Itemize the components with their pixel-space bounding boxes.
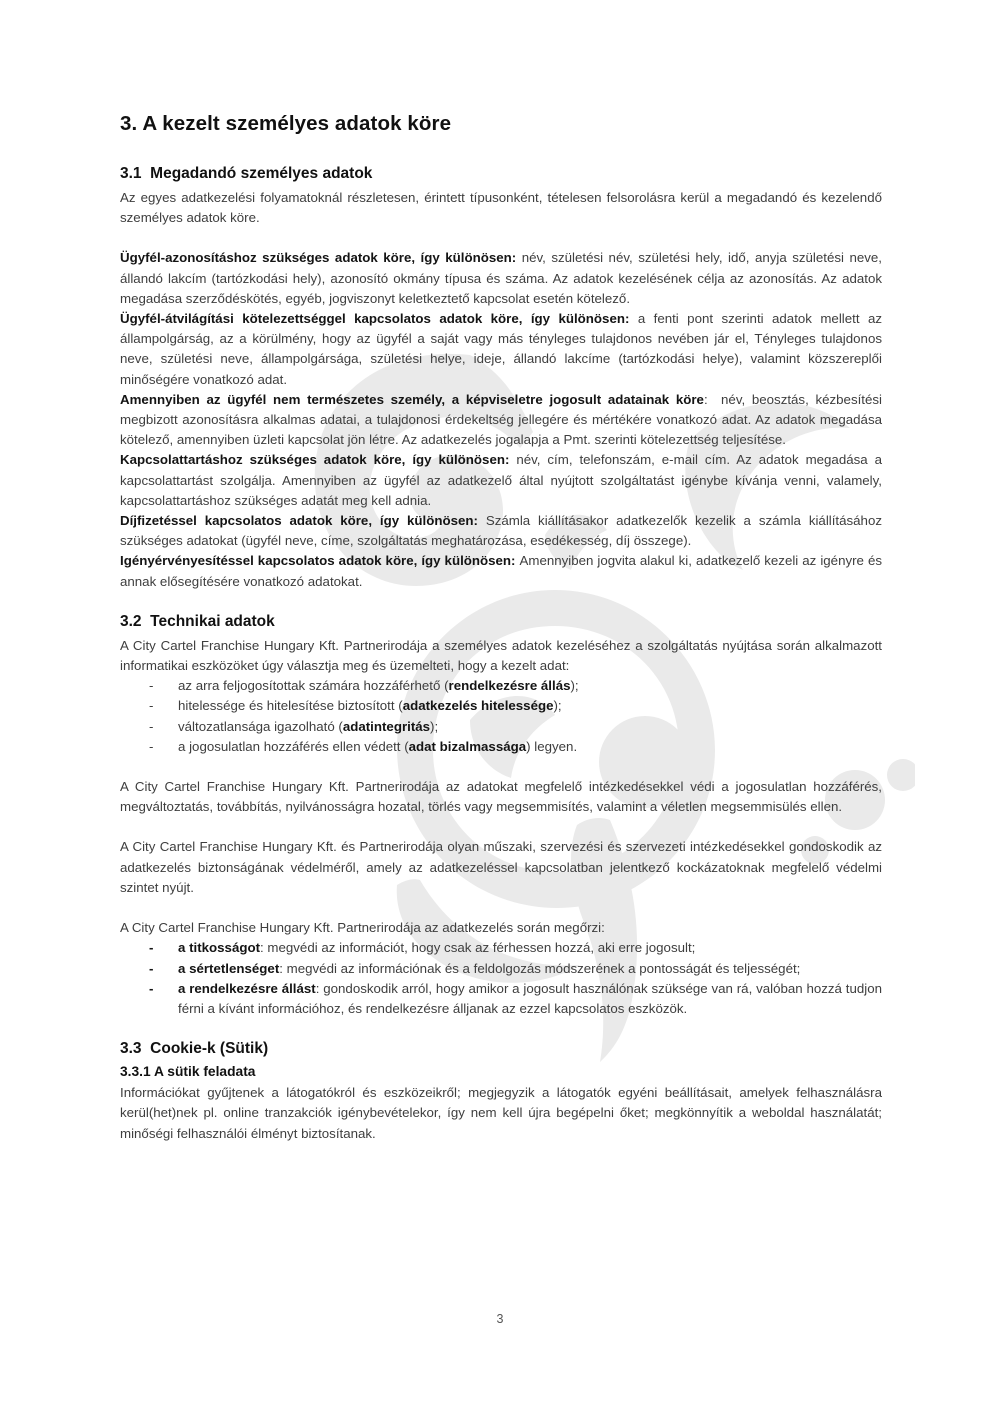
- list-item-text: [178, 676, 882, 696]
- bold-text-run: a titkosságot: [178, 940, 261, 956]
- text-run: a fenti pont szerinti adatok mellett az állampolgárság, az a körülmény, hogy az ügyfél a saját vagy más tényleges tulajdonos nevében jár el, Tényleges tulajdonos neve, születési neve, állampolgársága, születési helye, ideje, állandó lakcíme (tartózkodási helye), valamint közszereplői minőségére vonatkozó adat.: [120, 311, 882, 387]
- bold-text-run: adat bizalmassága: [408, 738, 527, 754]
- bold-text-run: a sértetlenséget: [178, 960, 280, 976]
- text-run: A City Cartel Franchise Hungary Kft. Partnerirodája az adatkezelés során megőrzi:: [120, 920, 605, 936]
- text-run: ) legyen.: [526, 738, 578, 754]
- list-item-rendelkezesre-allas: [120, 676, 882, 696]
- paragraph-ugyfel-atvilagitas: [120, 309, 882, 390]
- bullet-marker: -: [149, 678, 154, 694]
- bold-text-run: adatkezelés hitelessége: [402, 698, 554, 714]
- text-run: Információkat gyűjtenek a látogatókról és eszközeikről; megjegyzik a látogatók egyéni beállításait, amelyek felhasználásra kerül(het)nek pl. online tranzakciók igénybevételekor, így nem kell újra begépelni őket; megkönnyítik a weboldal használatát; minőségi felhasználói élményt biztosítanak.: [120, 1085, 882, 1141]
- paragraph-gap: [120, 228, 882, 248]
- bold-text-run: Ügyfél-azonosításhoz szükséges adatok köre, így különösen:: [120, 250, 522, 266]
- text-run: az arra feljogosítottak számára hozzáférhető (: [178, 678, 449, 694]
- paragraph-vedelem: [120, 777, 882, 817]
- bold-text-run: Kapcsolattartáshoz szükséges adatok köre, így különösen:: [120, 452, 517, 468]
- list-item-text: [178, 979, 882, 1019]
- text-run: );: [570, 678, 579, 694]
- paragraph-3-1-intro: [120, 188, 882, 228]
- bullet-marker: -: [149, 960, 154, 976]
- bullet-marker: -: [149, 738, 154, 754]
- text-run: változatlansága igazolható (: [178, 718, 343, 734]
- bold-text-run: adatintegritás: [342, 718, 431, 734]
- text-run: név, születési név, születési hely, idő, anyja születési neve, állandó lakcím (tartózkodási hely), azonosító okmány típusa és száma. Az adatok kezelésének célja az azonosítás. Az adatok megadása szerződéskötés, egyéb, jogviszonyt keletkeztető kapcsolat esetén kötelező.: [120, 250, 882, 306]
- text-run: a jogosulatlan hozzáférés ellen védett (: [178, 738, 409, 754]
- bold-text-run: Ügyfél-átvilágítási kötelezettséggel kapcsolatos adatok köre, így különösen:: [120, 311, 638, 327]
- text-run: : név, beosztás, kézbesítési megbizott azonosításra alkalmas adatai, a tulajdonosi érdekeltség jellegére és mértékére vonatkozó adat. Az adatok megadása kötelező, amennyiben üzleti kapcsolat jön létre. Az adatkezelés jogalapja a Pmt. szerinti kötelezettség teljesítése.: [120, 391, 882, 448]
- list-item-adatintegritas: [120, 717, 882, 737]
- document-title: 3. A kezelt személyes adatok köre: [120, 112, 452, 135]
- list-item-text: [178, 737, 882, 757]
- bullet-marker: -: [149, 718, 154, 734]
- bold-text-run: Díjfizetéssel kapcsolatos adatok köre, így különösen:: [120, 513, 486, 529]
- bullet-marker: -: [149, 940, 154, 956]
- paragraph-biztonsag: [120, 837, 882, 898]
- paragraph-kapcsolattartas: [120, 450, 882, 511]
- paragraph-gap: [120, 898, 882, 918]
- paragraph-3-2-intro: [120, 636, 882, 676]
- text-run: A City Cartel Franchise Hungary Kft. Partnerirodája a személyes adatok kezeléséhez a szolgáltatás nyújtása során alkalmazott informatikai eszközöket úgy választja meg és üzemelteti, hogy a kezelt adat:: [120, 637, 882, 674]
- list-item-hitelesseg: [120, 696, 882, 716]
- text-run: );: [553, 698, 562, 714]
- document-body: [120, 112, 882, 1144]
- bullet-marker: -: [149, 698, 154, 714]
- text-run: A City Cartel Franchise Hungary Kft. Partnerirodája az adatokat megfelelő intézkedésekkel védi a jogosulatlan hozzáférés, megváltoztatás, továbbítás, nyilvánosságra hozatal, törlés vagy megsemmisítés, valamint a véletlen megsemmisülés ellen.: [120, 779, 882, 815]
- list-item-text: [178, 696, 882, 716]
- bold-text-run: Amennyiben az ügyfél nem természetes személy, a képviseletre jogosult adatainak köre: [120, 391, 704, 407]
- paragraph-megorzi: [120, 918, 882, 938]
- text-run: hitelessége és hitelesítése biztosított (: [178, 698, 403, 714]
- text-run: : megvédi az információnak és a feldolgozás módszerének a pontosságát és teljességét;: [279, 960, 801, 976]
- paragraph-igenyervenyesites: [120, 551, 882, 591]
- list-item-rendelkezesre-allast: [120, 979, 882, 1019]
- bold-text-run: a rendelkezésre állást: [178, 980, 316, 996]
- list-item-adat-bizalmassaga: [120, 737, 882, 757]
- bold-text-run: Igényérvényesítéssel kapcsolatos adatok köre, így különösen:: [120, 553, 520, 569]
- paragraph-ugyfel-azonositas: [120, 248, 882, 309]
- text-run: : megvédi az információt, hogy csak az férhessen hozzá, aki erre jogosult;: [260, 940, 696, 956]
- text-run: Számla kiállításakor adatkezelők kezelik a számla kiállításához szükséges adatokat (ügyfél neve, címe, szolgáltatás meghatározása, esedékesség, díj összege).: [120, 513, 882, 549]
- text-run: );: [430, 718, 439, 734]
- text-run: : gondoskodik arról, hogy amikor a jogosult használónak szüksége van rá, valóban hozzá tudjon férni a kívánt információhoz, és rendelkezésre álljanak az ezzel kapcsolatos eszközök.: [178, 980, 882, 1016]
- section-3-2-heading: 3.2 Technikai adatok: [120, 612, 275, 630]
- section-3-1-heading: 3.1 Megadandó személyes adatok: [120, 165, 373, 182]
- bullet-marker: -: [149, 980, 154, 996]
- paragraph-kepviseletre-jogosult: [120, 390, 882, 451]
- list-item-text: [178, 938, 882, 958]
- paragraph-gap: [120, 817, 882, 837]
- text-run: név, cím, telefonszám, e-mail cím. Az adatok megadása a kapcsolattartást szolgálja. Amennyiben az ügyfél az adatkezelő által nyújtott szolgáltatást igénybe kívánja venni, valamely, kapcsolattartáshoz szükséges adatát meg kell adnia.: [120, 452, 882, 508]
- text-run: A City Cartel Franchise Hungary Kft. és Partnerirodája olyan műszaki, szervezési és szervezeti intézkedésekkel gondoskodik az adatkezelés biztonságának védelméről, amely az adatkezeléssel kapcsolatban jelentkező kockázatoknak megfelelő védelmi szintet nyújt.: [120, 839, 882, 895]
- paragraph-dijfizetes: [120, 511, 882, 551]
- bold-text-run: rendelkezésre állás: [448, 678, 571, 694]
- text-run: Az egyes adatkezelési folyamatoknál részletesen, érintett típusonként, tételesen felsorolásra kerül a megadandó és kezelendő személyes adatok köre.: [120, 190, 882, 226]
- list-item-titkossag: [120, 938, 882, 958]
- section-3-3-heading: 3.3 Cookie-k (Sütik): [120, 1040, 269, 1058]
- list-item-sertetlenseg: [120, 959, 882, 979]
- text-run: Amennyiben jogvita alakul ki, adatkezelő kezeli az igényre és annak elősegítésére vonatkozó adatokat.: [120, 553, 882, 589]
- paragraph-sutik: [120, 1083, 882, 1144]
- list-item-text: [178, 717, 882, 737]
- page-number: 3: [496, 1312, 504, 1326]
- list-item-text: [178, 959, 882, 979]
- section-3-3-1-heading: 3.3.1 A sütik feladata: [120, 1064, 256, 1080]
- paragraph-gap: [120, 757, 882, 777]
